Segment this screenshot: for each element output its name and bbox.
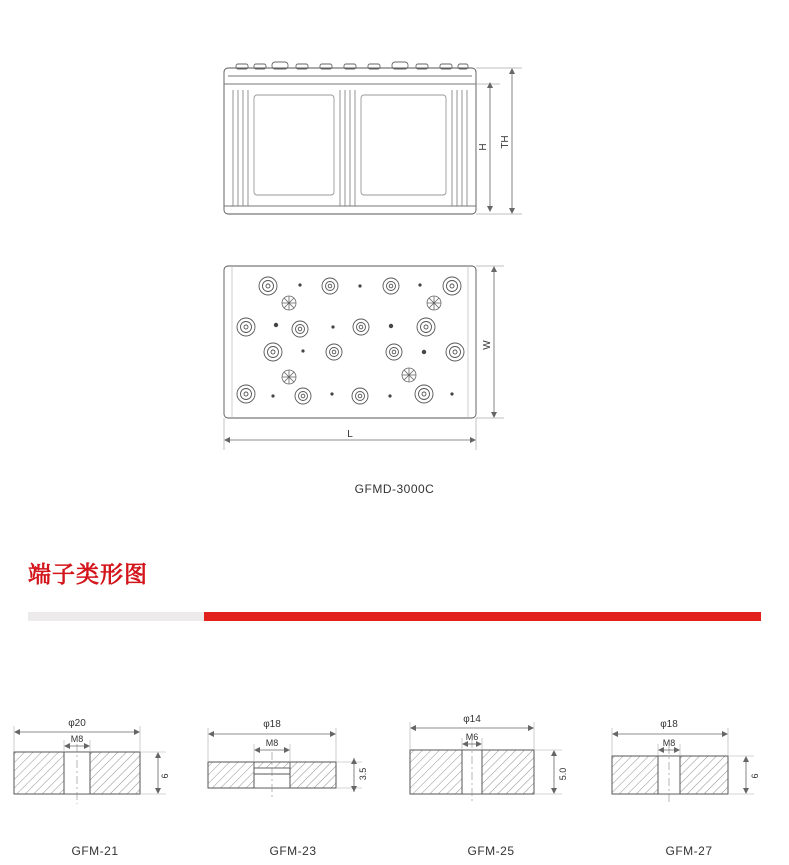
terminal-label-gfm-27: GFM-27 bbox=[665, 844, 713, 858]
outer-diameter-label-gfm-27: φ18 bbox=[660, 719, 678, 730]
terminal-figure-gfm-23 bbox=[198, 700, 388, 860]
height-label-gfm-27: 6 bbox=[750, 773, 760, 779]
outer-diameter-label-gfm-23: φ18 bbox=[263, 719, 281, 730]
height-label-gfm-23: 3.5 bbox=[358, 767, 368, 781]
terminal-label-gfm-23: GFM-23 bbox=[269, 844, 317, 858]
terminal-figure-gfm-21 bbox=[0, 700, 190, 860]
thread-label-gfm-23: M8 bbox=[265, 738, 279, 748]
thread-label-gfm-27: M8 bbox=[662, 738, 676, 748]
terminal-svg-gfm-21 bbox=[0, 700, 190, 840]
outer-diameter-label-gfm-25: φ14 bbox=[463, 714, 481, 725]
height-label-gfm-21: 6 bbox=[160, 773, 170, 779]
dimension-label-th: TH bbox=[500, 135, 511, 149]
section-divider bbox=[28, 612, 761, 621]
outer-diameter-label-gfm-21: φ20 bbox=[68, 718, 86, 729]
terminal-figure-gfm-27 bbox=[594, 700, 784, 860]
thread-label-gfm-25: M6 bbox=[465, 732, 479, 742]
divider-red-bar bbox=[204, 612, 761, 621]
height-label-gfm-25: 5.0 bbox=[558, 767, 568, 781]
thread-label-gfm-21: M8 bbox=[70, 734, 84, 744]
terminal-svg-gfm-25 bbox=[396, 700, 586, 840]
drawing-caption: GFMD-3000C bbox=[354, 482, 435, 496]
dimension-label-l: L bbox=[347, 429, 353, 440]
terminal-label-gfm-21: GFM-21 bbox=[71, 844, 119, 858]
terminal-svg-gfm-23 bbox=[198, 700, 388, 840]
terminal-figure-gfm-25 bbox=[396, 700, 586, 860]
terminal-type-figures bbox=[0, 700, 789, 860]
dimension-label-w: W bbox=[482, 340, 493, 350]
dimension-label-h: H bbox=[478, 143, 489, 151]
terminal-label-gfm-25: GFM-25 bbox=[467, 844, 515, 858]
terminal-svg-gfm-27 bbox=[594, 700, 784, 840]
section-title: 端子类形图 bbox=[28, 561, 148, 587]
